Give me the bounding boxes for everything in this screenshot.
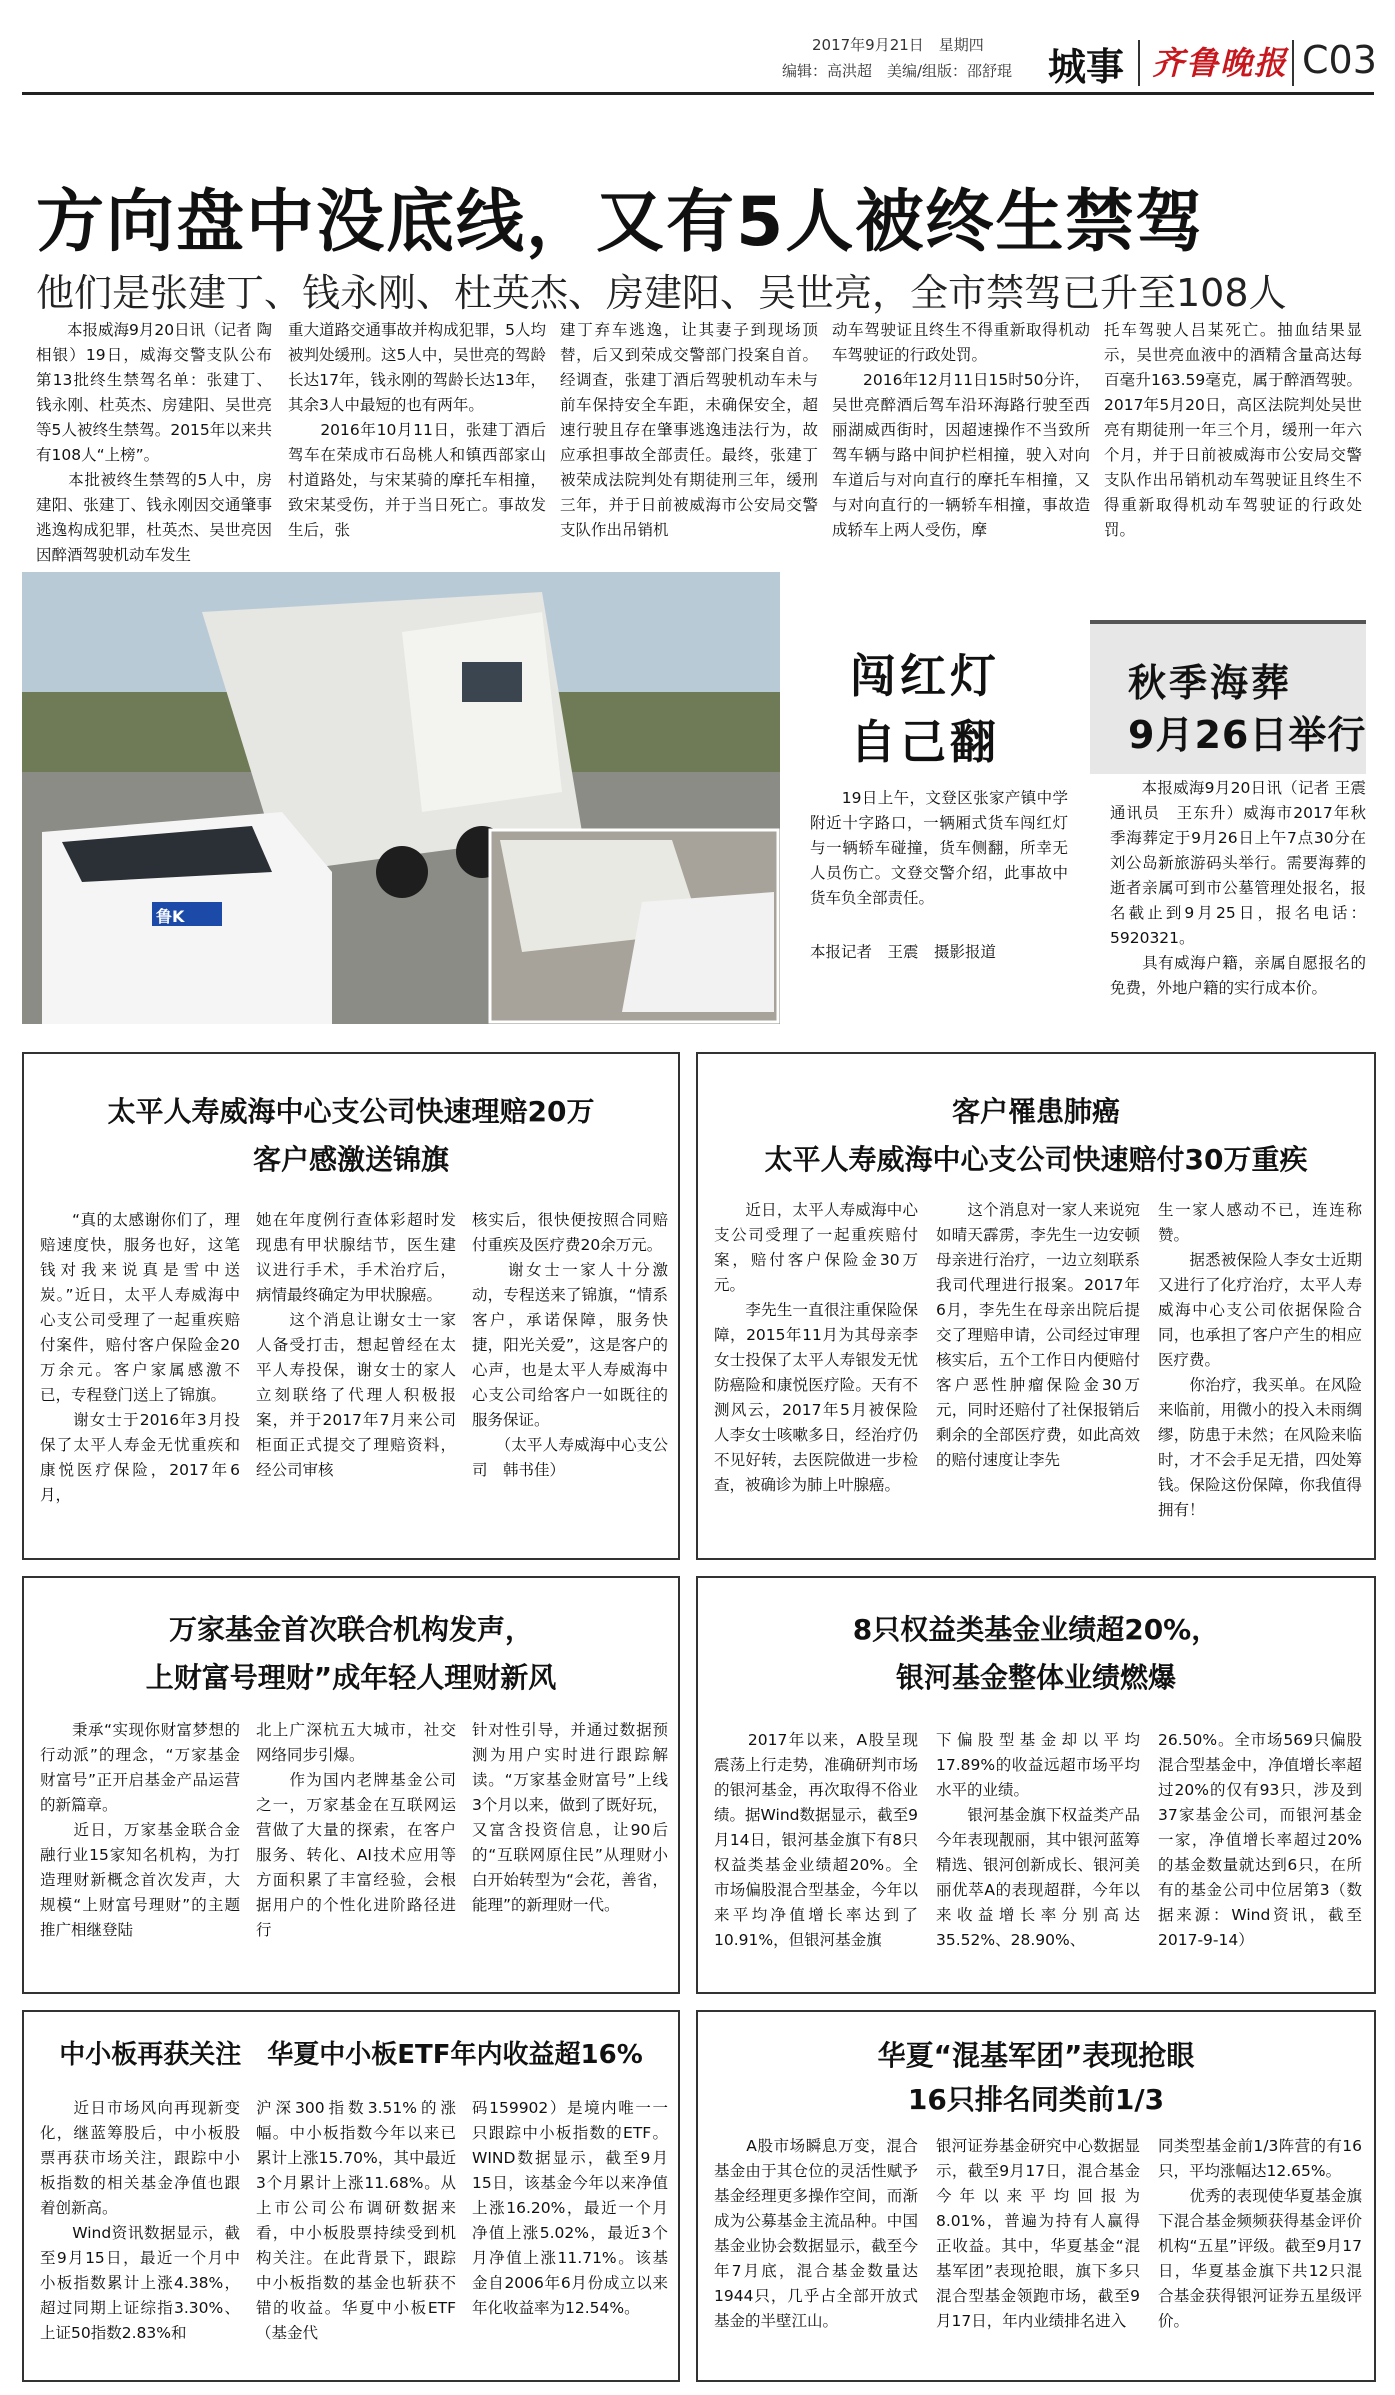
burial-title-1: 秋季海葬 (1128, 661, 1293, 705)
ad5-column-2: 沪深300指数3.51%的涨幅。中小板指数今年以来已累计上涨15.70%，其中最近3个月累计上涨11.68%。从上市公司公布调研数据来看，中小板股票持续受到机构关注。在此背景下，跟踪中小板指数的基金也斩获不错的收益。华夏中小板ETF（基金代 (256, 2099, 456, 2342)
ad1-column-1: “真的太感谢你们了，理赔速度快，服务也好，这笔钱对我来说真是雪中送炭。”近日，太平人寿威海中心支公司受理了一起重疾赔付案件，赔付客户保险金20万余元。客户家属感激不已，专程登门送上了锦旗。 谢女士于2016年3月投保了太平人寿金无忧重疾和康悦医疗保险，2017年6月， (40, 1211, 240, 1504)
ad5-title: 中小板再获关注 华夏中小板ETF年内收益超16% (59, 2040, 643, 2070)
ad-box-huaxia-etf (22, 2010, 680, 2382)
ad1-column-3: 核实后，很快便按照合同赔付重疾及医疗费20余万元。 谢女士一家人十分激动，专程送来了锦旗，“情系客户，承诺保障，服务快捷，阳光关爱”，这是客户的心声，也是太平人寿威海中心支公司给客户一如既往的服务保证。 （太平人寿威海中心支公司 韩书佳） (472, 1211, 668, 1479)
ad2-title-2: 太平人寿威海中心支公司快速赔付30万重疾 (764, 1143, 1308, 1176)
section-name: 城事 (1048, 44, 1125, 89)
ad1-title-1: 太平人寿威海中心支公司快速理赔20万 (107, 1095, 595, 1128)
accident-photo (22, 572, 780, 1024)
lead-column-5: 托车驾驶人吕某死亡。抽血结果显示，吴世亮血液中的酒精含量高达每百毫升163.59毫克，属于醉酒驾驶。2017年5月20日，高区法院判处吴世亮有期徒刑一年三个月，缓刑一年六个月，并于日前被威海市公安局交警支队作出吊销机动车驾驶证且终生不得重新取得机动车驾驶证的行政处罚。 (1104, 321, 1362, 539)
lead-column-2: 重大道路交通事故并构成犯罪，5人均被判处缓刑。这5人中，吴世亮的驾龄长达17年，钱永刚的驾龄长达13年，其余3人中最短的也有两年。 2016年10月11日，张建丁酒后驾车在荣成市石岛桃人和镇西部家山村道路处，与宋某骑的摩托车相撞，致宋某受伤，并于当日死亡。事故发生后，张 (288, 321, 546, 539)
redlight-title-2: 自己翻 (850, 715, 1000, 769)
redlight-title-1: 闯红灯 (850, 649, 1000, 703)
license-plate: 鲁K (156, 907, 185, 926)
ad6-title-2: 16只排名同类前1/3 (907, 2083, 1165, 2116)
burial-body: 本报威海9月20日讯（记者 王震 通讯员 王东升）威海市2017年秋季海葬定于9月26日上午7点30分在刘公岛新旅游码头举行。需要海葬的逝者亲属可到市公墓管理处报名，报名截止到9月25日，报名电话：5920321。 具有威海户籍，亲属自愿报名的免费，外地户籍的实行成本价。 (1110, 779, 1366, 997)
ad-box-yinhe (696, 1576, 1376, 1994)
ad-box-taiping-30w (696, 1052, 1376, 1560)
lead-column-1: 本报威海9月20日讯（记者 陶相银）19日，威海交警支队公布第13批终生禁驾名单：张建丁、钱永刚、杜英杰、房建阳、吴世亮等5人被终生禁驾。2015年以来共有108人“上榜”。 本批被终生禁驾的5人中，房建阳、张建丁、钱永刚因交通肇事逃逸构成犯罪，杜英杰、吴世亮因因醉酒驾驶机动车发生 (36, 321, 273, 564)
redlight-credit: 本报记者 王震 摄影报道 (810, 943, 997, 961)
lead-subhead: 他们是张建丁、钱永刚、杜英杰、房建阳、吴世亮，全市禁驾已升至108人 (36, 271, 1287, 315)
header-rule (22, 92, 1374, 95)
header-editors: 编辑：高洪超 美编/组版：邵舒琨 (782, 62, 1013, 80)
ad4-title-1: 8只权益类基金业绩超20%， (852, 1613, 1220, 1646)
ad4-title-2: 银河基金整体业绩燃爆 (895, 1661, 1176, 1694)
ad2-title-1: 客户罹患肺癌 (951, 1095, 1120, 1128)
ad1-title-2: 客户感激送锦旗 (252, 1143, 449, 1176)
ad3-title-1: 万家基金首次联合机构发声， (168, 1613, 533, 1646)
ad-box-wanjia (22, 1576, 680, 1994)
ad5-column-3: 码159902）是境内唯一一只跟踪中小板指数的ETF。WIND数据显示，截至9月15日，该基金今年以来净值上涨16.20%，最近一个月净值上涨5.02%，最近3个月净值上涨11.71%。该基金自2006年6月份成立以来年化收益率为12.54%。 (472, 2099, 668, 2317)
ad5-column-1: 近日市场风向再现新变化，继蓝筹股后，中小板股票再获市场关注，跟踪中小板指数的相关基金净值也跟着创新高。 Wind资讯数据显示，截至9月15日，最近一个月中小板指数累计上涨4.38%，超过同期上证综指3.30%、上证50指数2.83%和 (40, 2099, 240, 2342)
ad-box-huaxia-hybrid (696, 2010, 1376, 2382)
ad3-column-1: 秉承“实现你财富梦想的行动派”的理念，“万家基金财富号”正开启基金产品运营的新篇章。 近日，万家基金联合金融行业15家知名机构，为打造理财新概念首次发声，大规模“上财富号理财”的主题推广相继登陆 (40, 1721, 240, 1939)
masthead-divider (1138, 40, 1140, 86)
ad6-column-1: A股市场瞬息万变，混合基金由于其仓位的灵活性赋予基金经理更多操作空间，而渐成为公募基金主流品种。中国基金业协会数据显示，截至今年7月底，混合基金数量达1944只，几乎占全部开放式基金的半壁江山。 (714, 2137, 918, 2330)
ad3-column-2: 北上广深杭五大城市，社交网络同步引爆。 作为国内老牌基金公司之一，万家基金在互联网运营做了大量的探索，在客户服务、转化、AI技术应用等方面积累了丰富经验，会根据用户的个性化进阶路径进行 (256, 1721, 456, 1939)
header-date: 2017年9月21日 星期四 (812, 36, 984, 54)
accident-photo-illustration (22, 572, 780, 1024)
ad4-column-3: 26.50%。全市场569只偏股混合型基金中，净值增长率超过20%的仅有93只，涉及到37家基金公司，而银河基金一家，净值增长率超过20%的基金数量就达到6只，在所有的基金公司中位居第3（数据来源：Wind资讯，截至2017-9-14） (1158, 1731, 1362, 1949)
ad4-column-2: 下偏股型基金却以平均17.89%的收益远超市场平均水平的业绩。 银河基金旗下权益类产品今年表现靓丽，其中银河蓝筹精选、银河创新成长、银河美丽优萃A的表现超群，今年以来收益增长率分别高达35.52%、28.90%、 (936, 1731, 1140, 1949)
ad6-column-2: 银河证券基金研究中心数据显示，截至9月17日，混合基金今年以来平均回报为8.01%，普遍为持有人赢得正收益。其中，华夏基金“混基军团”表现抢眼，旗下多只混合型基金领跑市场，截至9月17日，年内业绩排名进入 (936, 2137, 1140, 2330)
ad2-column-2: 这个消息对一家人来说宛如晴天霹雳，李先生一边安顿母亲进行治疗，一边立刻联系我司代理进行报案。2017年6月，李先生在母亲出院后提交了理赔申请，公司经过审理核实后，五个工作日内便赔付客户恶性肿瘤保险金30万元，同时还赔付了社保报销后剩余的全部医疗费，如此高效的赔付速度让李先 (936, 1201, 1140, 1469)
ad2-column-3: 生一家人感动不已，连连称赞。 据悉被保险人李女士近期又进行了化疗治疗，太平人寿威海中心支公司依据保险合同，也承担了客户产生的相应医疗费。 你治疗，我买单。在风险来临前，用微小的投入未雨绸缪，防患于未然；在风险来临时，才不会手足无措，四处筹钱。保险这份保障，你我值得拥有！ (1158, 1201, 1362, 1519)
ad4-column-1: 2017年以来，A股呈现震荡上行走势，准确研判市场的银河基金，再次取得不俗业绩。据Wind数据显示，截至9月14日，银河基金旗下有8只权益类基金业绩超20%。全市场偏股混合型基金，今年以来平均净值增长率达到了10.91%，但银河基金旗 (714, 1731, 918, 1949)
ad3-title-2: 上财富号理财”成年轻人理财新风 (145, 1661, 557, 1694)
ad6-column-3: 同类型基金前1/3阵营的有16只，平均涨幅达12.65%。 优秀的表现使华夏基金旗下混合基金频频获得基金评价机构“五星”评级。截至9月17日，华夏基金旗下共12只混合基金获得银河证券五星级评价。 (1158, 2137, 1362, 2330)
masthead-divider-2 (1292, 40, 1294, 86)
ad3-column-3: 针对性引导，并通过数据预测为用户实时进行跟踪解读。“万家基金财富号”上线3个月以来，做到了既好玩，又富含投资信息，让90后的“互联网原住民”从理财小白开始转型为“会花，善省，能理”的新理财一代。 (472, 1721, 668, 1914)
ad2-column-1: 近日，太平人寿威海中心支公司受理了一起重疾赔付案，赔付客户保险金30万元。 李先生一直很注重保险保障，2015年11月为其母亲李女士投保了太平人寿银发无忧防癌险和康悦医疗险。天有不测风云，2017年5月被保险人李女士咳嗽多日，经治疗仍不见好转，去医院做进一步检查，被确诊为肺上叶腺癌。 (714, 1201, 918, 1494)
burial-title-2: 9月26日举行 (1128, 713, 1367, 757)
ad6-title-1: 华夏“混基军团”表现抢眼 (877, 2039, 1195, 2072)
lead-column-4: 动车驾驶证且终生不得重新取得机动车驾驶证的行政处罚。 2016年12月11日15时50分许，吴世亮醉酒后驾车沿环海路行驶至西丽湖威西街时，因超速操作不当致所驾车辆与路中间护栏相撞，驶入对向车道后与对向直行的摩托车相撞，又与对向直行的一辆轿车相撞，事故造成轿车上两人受伤，摩 (832, 321, 1090, 539)
ad-box-taiping-20w (22, 1052, 680, 1560)
redlight-body: 19日上午，文登区张家产镇中学附近十字路口，一辆厢式货车闯红灯与一辆轿车碰撞，货车侧翻，所幸无人员伤亡。文登交警介绍，此事故中货车负全部责任。 (810, 789, 1068, 907)
header (0, 0, 1395, 100)
page-number: C03 (1302, 38, 1377, 82)
paper-logo: 齐鲁晚报 (1152, 44, 1289, 82)
ad1-column-2: 她在年度例行查体彩超时发现患有甲状腺结节，医生建议进行手术，手术治疗后，病情最终确定为甲状腺癌。 这个消息让谢女士一家人备受打击，想起曾经在太平人寿投保，谢女士的家人立刻联络了代理人积极报案，并于2017年7月来公司柜面正式提交了理赔资料，经公司审核 (256, 1211, 456, 1479)
lead-column-3: 建丁弃车逃逸，让其妻子到现场顶替，后又到荣成交警部门投案自首。经调查，张建丁酒后驾驶机动车未与前车保持安全车距，未确保安全，超速行驶且存在肇事逃逸违法行为，故应承担事故全部责任。最终，张建丁被荣成法院判处有期徒刑三年，缓刑三年，并于日前被威海市公安局交警支队作出吊销机 (560, 321, 818, 539)
lead-headline: 方向盘中没底线，又有5人被终生禁驾 (36, 183, 1206, 262)
